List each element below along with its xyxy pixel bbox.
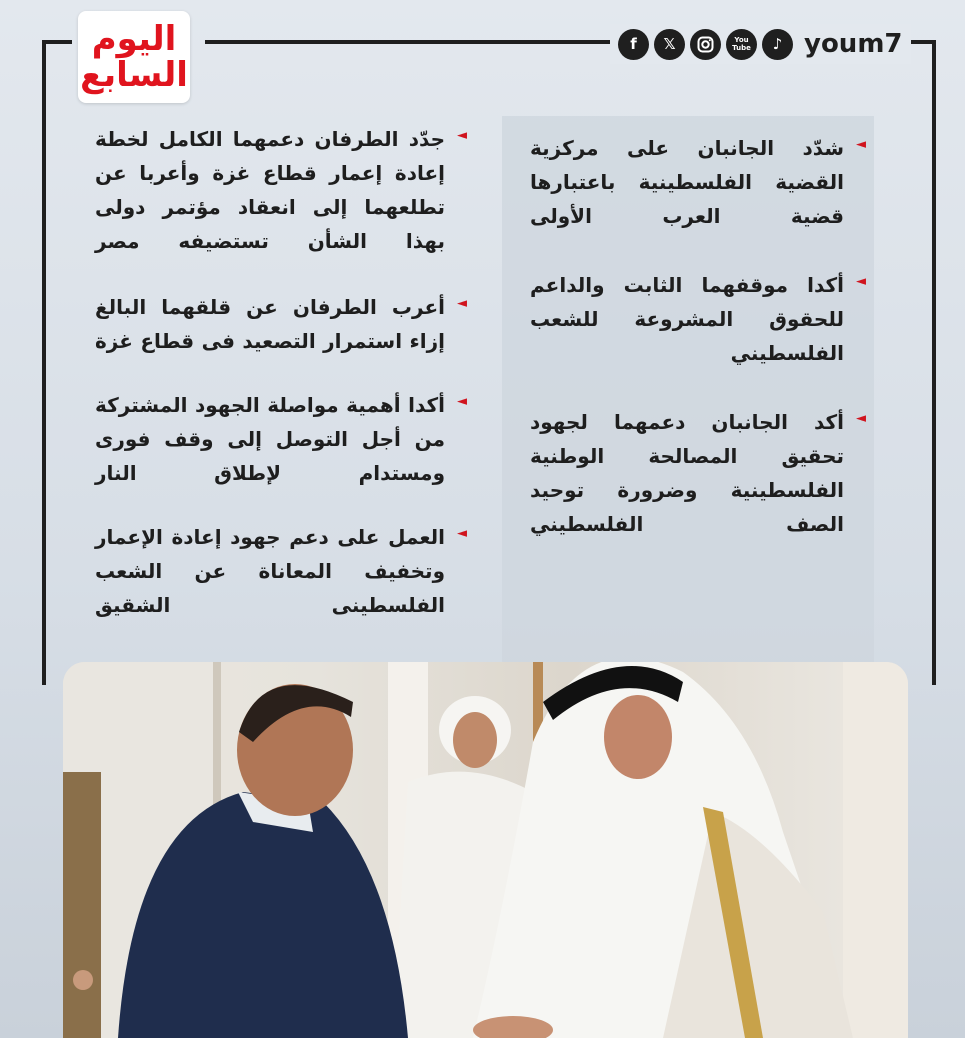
x-icon[interactable]: 𝕏 [654,29,685,60]
bullet-icon: ◄ [457,394,467,409]
social-bar [610,24,911,64]
logo-line-1: اليوم [91,19,177,59]
left-item-text: أكدا أهمية مواصلة الجهود المشتركة من أجل التوصل إلى وقف فورى ومستدام لإطلاق النار [95,393,445,485]
left-item-4 [95,520,467,622]
logo-line-2: السابع [80,55,188,95]
bullet-icon: ◄ [457,128,467,143]
bullet-icon: ◄ [856,274,866,289]
left-item-text: العمل على دعم جهود إعادة الإعمار وتخفيف المعاناة عن الشعب الفلسطينى الشقيق [95,525,445,617]
left-item-1 [95,122,467,258]
bullet-icon: ◄ [457,296,467,311]
right-item-1 [530,131,866,233]
right-item-3 [530,405,866,541]
frame-right [932,40,936,685]
left-item-3 [95,388,467,490]
right-item-text: أكدا موقفهما الثابت والداعم للحقوق المشروعة للشعب الفلسطيني [530,273,844,365]
youtube-icon[interactable] [726,29,757,60]
youtube-label-1: You [734,36,749,44]
brand-name: youm7 [804,29,903,59]
left-item-text: جدّد الطرفان دعمهما الكامل لخطة إعادة إعمار قطاع غزة وأعربا عن تطلعهما إلى انعقاد مؤتمر دولى بهذا الشأن تستضيفه مصر [95,127,445,253]
left-item-2 [95,290,467,358]
frame-left [42,40,46,685]
frame-top-left [42,40,72,44]
facebook-icon[interactable]: f [618,29,649,60]
frame-top-middle [205,40,613,44]
tiktok-icon[interactable]: ♪ [762,29,793,60]
right-item-text: أكد الجانبان دعمهما لجهود تحقيق المصالحة الوطنية الفلسطينية وضرورة توحيد الصف الفلسطيني [530,410,844,536]
bullet-icon: ◄ [457,526,467,541]
youm7-logo [78,11,190,103]
bullet-icon: ◄ [856,137,866,152]
youtube-label-2: Tube [732,44,751,52]
left-item-text: أعرب الطرفان عن قلقهما البالغ إزاء استمرار التصعيد فى قطاع غزة [95,295,445,353]
handshake-photo [63,662,908,1038]
instagram-icon[interactable] [690,29,721,60]
right-item-text: شدّد الجانبان على مركزية القضية الفلسطينية باعتبارها قضية العرب الأولى [530,136,844,228]
right-item-2 [530,268,866,370]
instagram-glyph [697,36,714,53]
bullet-icon: ◄ [856,411,866,426]
photo-illustration [63,662,908,1038]
